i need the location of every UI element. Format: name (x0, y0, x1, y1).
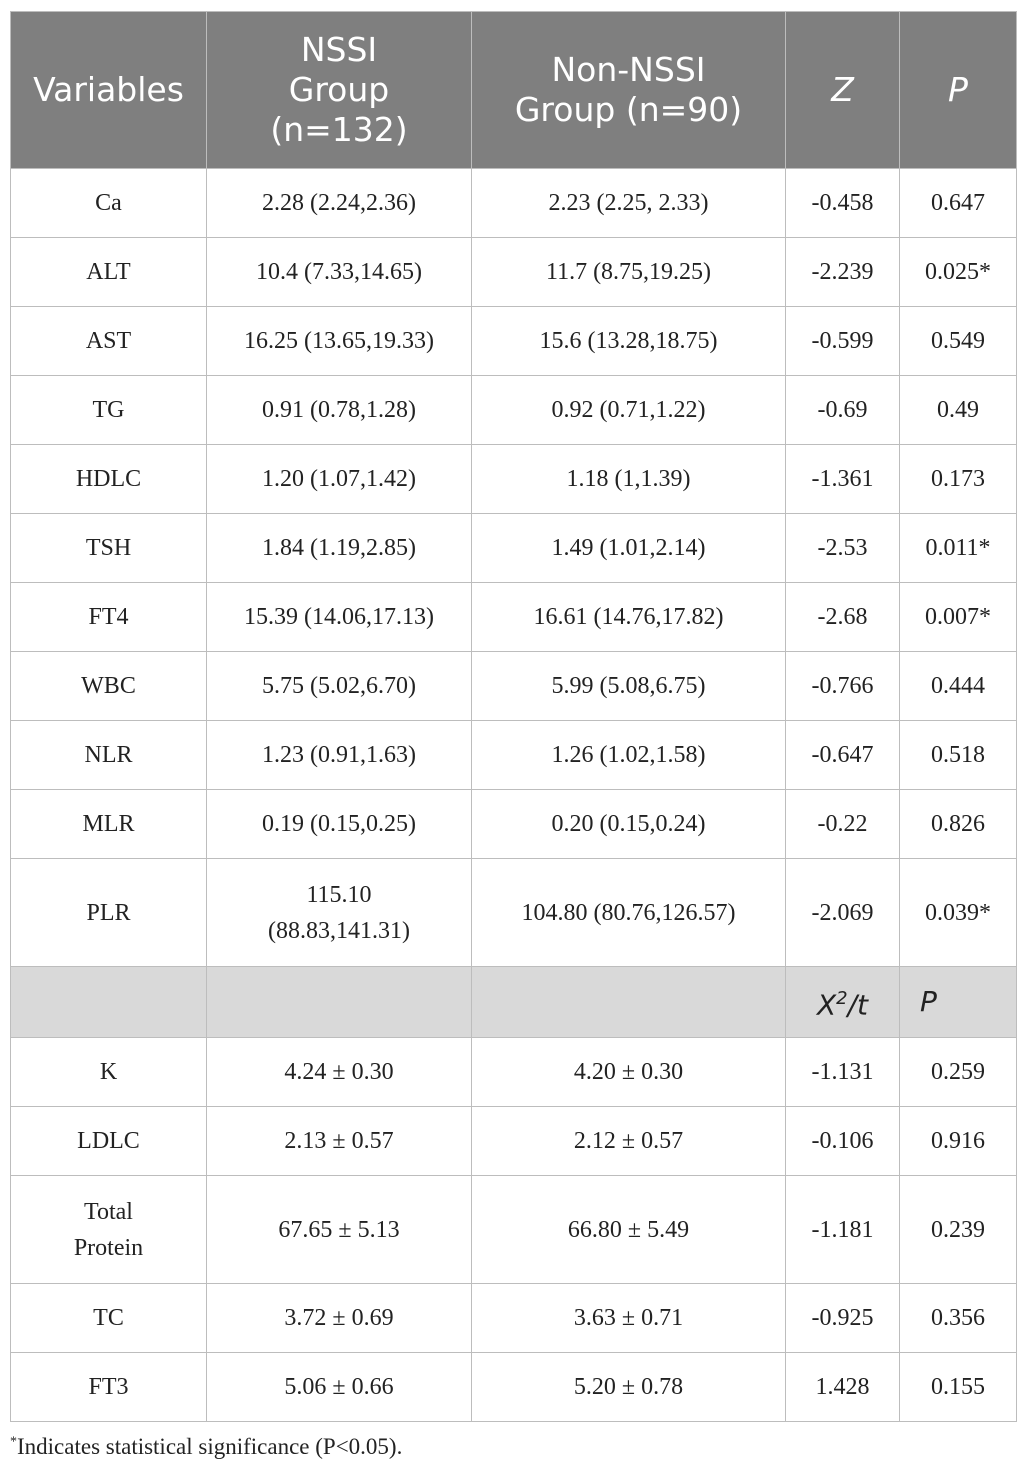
table-row-plr (11, 859, 1017, 967)
cell-nssi: 15.39 (14.06,17.13) (207, 583, 472, 652)
cell-p: 0.011* (900, 514, 1017, 583)
cell-variable: TC (11, 1284, 207, 1353)
cell-non-nssi: 0.92 (0.71,1.22) (472, 376, 786, 445)
table-row (11, 1038, 1017, 1107)
header-p: P (900, 12, 1017, 169)
cell-p: 0.025* (900, 238, 1017, 307)
cell-variable: NLR (11, 721, 207, 790)
cell-non-nssi: 1.49 (1.01,2.14) (472, 514, 786, 583)
significance-mark: * (979, 899, 991, 926)
cell-nssi: 10.4 (7.33,14.65) (207, 238, 472, 307)
cell-variable: Ca (11, 169, 207, 238)
cell-p: 0.155 (900, 1353, 1017, 1422)
cell-p: 0.549 (900, 307, 1017, 376)
cell-variable: WBC (11, 652, 207, 721)
table-row (11, 652, 1017, 721)
table-row-total-protein (11, 1176, 1017, 1284)
cell-stat: -0.106 (786, 1107, 900, 1176)
cell-stat: 1.428 (786, 1353, 900, 1422)
cell-stat: -2.069 (786, 859, 900, 967)
cell-stat: -0.925 (786, 1284, 900, 1353)
table-row (11, 583, 1017, 652)
cell-nssi: 0.91 (0.78,1.28) (207, 376, 472, 445)
footnote (10, 1434, 402, 1460)
cell-stat: -0.599 (786, 307, 900, 376)
table-row (11, 1353, 1017, 1422)
cell-variable: FT4 (11, 583, 207, 652)
table-row (11, 1107, 1017, 1176)
cell-non-nssi: 0.20 (0.15,0.24) (472, 790, 786, 859)
significance-mark: * (979, 604, 991, 630)
cell-stat: -2.53 (786, 514, 900, 583)
subheader-empty-1 (11, 967, 207, 1038)
cell-p: 0.239 (900, 1176, 1017, 1284)
cell-non-nssi: 15.6 (13.28,18.75) (472, 307, 786, 376)
table-row (11, 307, 1017, 376)
cell-p: 0.356 (900, 1284, 1017, 1353)
cell-stat: -2.239 (786, 238, 900, 307)
cell-non-nssi: 11.7 (8.75,19.25) (472, 238, 786, 307)
cell-stat: -0.458 (786, 169, 900, 238)
cell-nssi: 16.25 (13.65,19.33) (207, 307, 472, 376)
table-row (11, 376, 1017, 445)
cell-stat: -0.647 (786, 721, 900, 790)
cell-p: 0.007* (900, 583, 1017, 652)
cell-variable: FT3 (11, 1353, 207, 1422)
significance-mark: * (979, 259, 991, 285)
cell-non-nssi: 1.26 (1.02,1.58) (472, 721, 786, 790)
cell-p: 0.173 (900, 445, 1017, 514)
table-row (11, 790, 1017, 859)
cell-non-nssi: 2.12 ± 0.57 (472, 1107, 786, 1176)
table-row (11, 169, 1017, 238)
cell-non-nssi: 2.23 (2.25, 2.33) (472, 169, 786, 238)
cell-non-nssi: 4.20 ± 0.30 (472, 1038, 786, 1107)
cell-variable: LDLC (11, 1107, 207, 1176)
cell-nssi: 5.75 (5.02,6.70) (207, 652, 472, 721)
cell-stat: -1.131 (786, 1038, 900, 1107)
header-non-nssi-group: Non-NSSI Group (n=90) (472, 12, 786, 169)
cell-stat: -1.181 (786, 1176, 900, 1284)
cell-nssi: 1.23 (0.91,1.63) (207, 721, 472, 790)
header-z: Z (786, 12, 900, 169)
cell-variable: AST (11, 307, 207, 376)
cell-nssi: 1.84 (1.19,2.85) (207, 514, 472, 583)
cell-stat: -0.766 (786, 652, 900, 721)
cell-variable: TSH (11, 514, 207, 583)
cell-nssi: 5.06 ± 0.66 (207, 1353, 472, 1422)
table-row (11, 1284, 1017, 1353)
cell-p: 0.039* (900, 859, 1017, 967)
header-variables: Variables (11, 12, 207, 169)
cell-non-nssi: 66.80 ± 5.49 (472, 1176, 786, 1284)
cell-nssi: 67.65 ± 5.13 (207, 1176, 472, 1284)
cell-p: 0.444 (900, 652, 1017, 721)
cell-p: 0.518 (900, 721, 1017, 790)
cell-non-nssi: 16.61 (14.76,17.82) (472, 583, 786, 652)
significance-mark: * (978, 535, 991, 561)
cell-stat: -2.68 (786, 583, 900, 652)
cell-nssi: 1.20 (1.07,1.42) (207, 445, 472, 514)
table-row (11, 238, 1017, 307)
cell-variable: TG (11, 376, 207, 445)
subheader-empty-3 (472, 967, 786, 1038)
cell-variable: K (11, 1038, 207, 1107)
subheader-row (11, 967, 1017, 1038)
cell-variable: Total Protein (11, 1176, 207, 1284)
cell-p: 0.826 (900, 790, 1017, 859)
cell-variable: PLR (11, 859, 207, 967)
cell-nssi: 4.24 ± 0.30 (207, 1038, 472, 1107)
cell-p: 0.916 (900, 1107, 1017, 1176)
cell-nssi: 2.13 ± 0.57 (207, 1107, 472, 1176)
cell-stat: -1.361 (786, 445, 900, 514)
cell-non-nssi: 3.63 ± 0.71 (472, 1284, 786, 1353)
cell-stat: -0.69 (786, 376, 900, 445)
cell-non-nssi: 104.80 (80.76,126.57) (472, 859, 786, 967)
table-row (11, 445, 1017, 514)
cell-p: 0.647 (900, 169, 1017, 238)
cell-variable: ALT (11, 238, 207, 307)
cell-nssi: 115.10 (88.83,141.31) (207, 859, 472, 967)
cell-non-nssi: 5.99 (5.08,6.75) (472, 652, 786, 721)
cell-nssi: 2.28 (2.24,2.36) (207, 169, 472, 238)
cell-stat: -0.22 (786, 790, 900, 859)
subheader-empty-2 (207, 967, 472, 1038)
cell-p: 0.49 (900, 376, 1017, 445)
results-table (10, 11, 1017, 1422)
header-nssi-group: NSSI Group (n=132) (207, 12, 472, 169)
cell-variable: MLR (11, 790, 207, 859)
table-row (11, 721, 1017, 790)
footnote-mark: * (10, 1434, 17, 1450)
cell-non-nssi: 1.18 (1,1.39) (472, 445, 786, 514)
cell-non-nssi: 5.20 ± 0.78 (472, 1353, 786, 1422)
cell-nssi: 3.72 ± 0.69 (207, 1284, 472, 1353)
subheader-p: P (900, 967, 1017, 1038)
table-header-row (11, 12, 1017, 169)
cell-p: 0.259 (900, 1038, 1017, 1107)
table-row (11, 514, 1017, 583)
cell-nssi: 0.19 (0.15,0.25) (207, 790, 472, 859)
footnote-text: Indicates statistical significance (P<0.05). (17, 1434, 403, 1459)
cell-variable: HDLC (11, 445, 207, 514)
subheader-stat: $X^2/t$ (786, 967, 900, 1038)
